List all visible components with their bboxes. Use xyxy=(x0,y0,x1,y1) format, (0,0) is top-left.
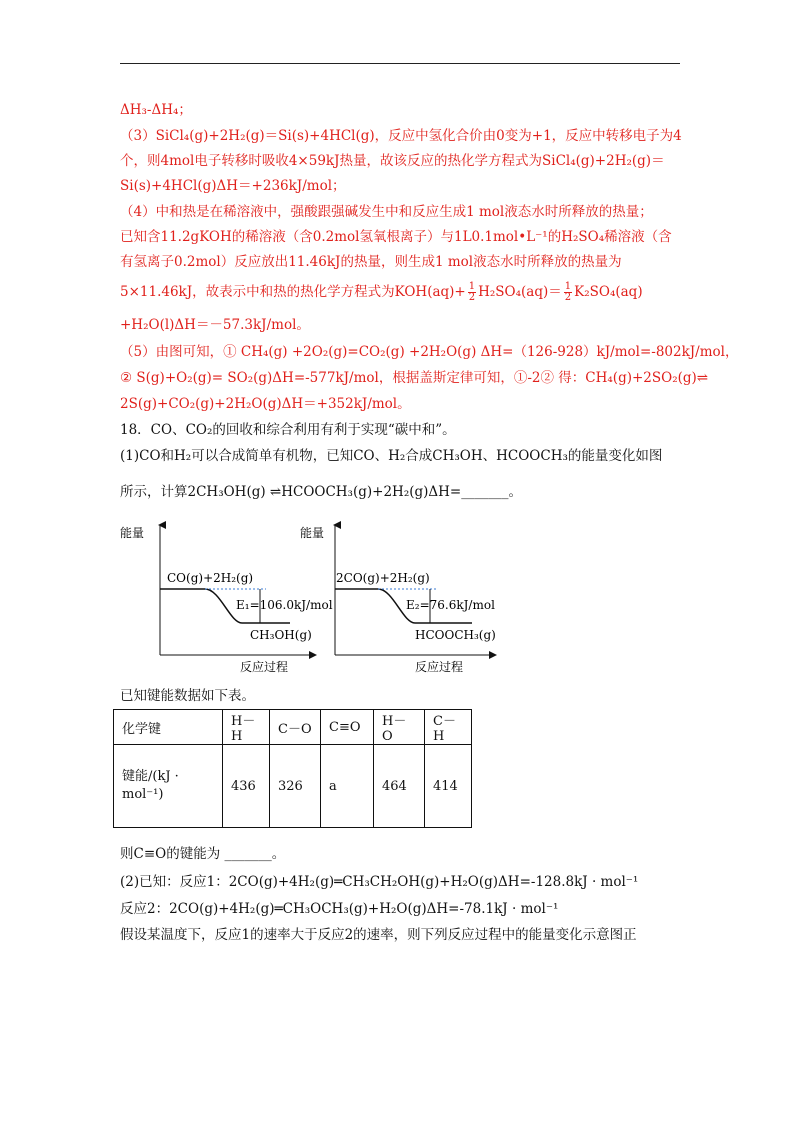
table-header-cell: 化学键 xyxy=(114,710,223,745)
answer-line-4: Si(s)+4HCl(g)ΔH＝+236kJ/mol； xyxy=(120,178,346,194)
reaction-2: 反应2：2CO(g)+4H₂(g)═CH₃OCH₃(g)+H₂O(g)ΔH=-78.1kJ · mol⁻¹ xyxy=(120,901,559,917)
diagram-2-energy: E₂=76.6kJ/mol xyxy=(406,598,495,612)
bond-energy-question: 则C≡O的键能为 _______。 xyxy=(120,846,286,862)
answer-line-3: 个，则4mol电子转移时吸收4×59kJ热量，故该反应的热化学方程式为SiCl₄(g)+2H₂(g)＝ xyxy=(120,153,665,169)
diagram-1 xyxy=(120,525,333,674)
answer-line-8 xyxy=(120,282,643,303)
table-header-cell: C－O xyxy=(270,710,321,745)
table-cell: a xyxy=(321,745,374,828)
question-18-part2: (2)已知：反应1：2CO(g)+4H₂(g)═CH₃CH₂OH(g)+H₂O(g)ΔH=-128.8kJ · mol⁻¹ xyxy=(120,874,639,890)
diagram-1-ylabel: 能量 xyxy=(120,526,145,540)
answer-line-9: +H₂O(l)ΔH＝－57.3kJ/mol。 xyxy=(120,317,310,333)
answer-line-5: （4）中和热是在稀溶液中，强酸跟强碱发生中和反应生成1 mol液态水时所释放的热量； xyxy=(120,204,653,220)
energy-diagrams xyxy=(110,515,510,680)
table-header-cell: H－H xyxy=(223,710,270,745)
bond-table-intro: 已知键能数据如下表。 xyxy=(120,688,255,704)
answer-line-2: （3）SiCl₄(g)+2H₂(g)＝Si(s)+4HCl(g)，反应中氢化合价由0变为+1，反应中转移电子为4 xyxy=(120,128,682,144)
table-header-cell: C－H xyxy=(425,710,472,745)
question-18-part1-a: (1)CO和H₂可以合成简单有机物，已知CO、H₂合成CH₃OH、HCOOCH₃的能量变化如图 xyxy=(120,448,663,464)
table-cell: 436 xyxy=(223,745,270,828)
bond-energy-table xyxy=(113,709,472,828)
fraction-half-1: $\frac{1}{2}$ xyxy=(468,281,476,303)
question-18-title: 18．CO、CO₂的回收和综合利用有利于实现“碳中和”。 xyxy=(120,422,456,438)
diagram-1-energy: E₁=106.0kJ/mol xyxy=(236,598,333,612)
diagram-1-xlabel: 反应过程 xyxy=(240,660,289,674)
table-row xyxy=(114,745,472,828)
answer-line-8b: H₂SO₄(aq)＝ xyxy=(478,284,562,300)
table-header-cell: C≡O xyxy=(321,710,374,745)
table-cell: 414 xyxy=(425,745,472,828)
table-header-cell: H－O xyxy=(374,710,425,745)
answer-line-1: ΔH₃-ΔH₄； xyxy=(120,102,192,118)
answer-line-12: 2S(g)+CO₂(g)+2H₂O(g)ΔH＝+352kJ/mol。 xyxy=(120,396,411,412)
table-cell: 464 xyxy=(374,745,425,828)
fraction-half-2: $\frac{1}{2}$ xyxy=(564,281,572,303)
answer-line-8a: 5×11.46kJ，故表示中和热的热化学方程式为KOH(aq)+ xyxy=(120,284,466,300)
diagram-1-product: CH₃OH(g) xyxy=(250,628,312,642)
table-cell: 326 xyxy=(270,745,321,828)
answer-line-11: ② S(g)+O₂(g)= SO₂(g)ΔH=-577kJ/mol，根据盖斯定律可知，①-2② 得：CH₄(g)+2SO₂(g)⇌ xyxy=(120,370,709,386)
answer-line-7: 有氢离子0.2mol）反应放出11.46kJ的热量，则生成1 mol液态水时所释放的热量为 xyxy=(120,254,622,270)
answer-line-10: （5）由图可知，① CH₄(g) +2O₂(g)=CO₂(g) +2H₂O(g) ΔH=（126-928）kJ/mol=-802kJ/mol， xyxy=(120,344,739,360)
diagram-2-reactant: 2CO(g)+2H₂(g) xyxy=(336,571,430,585)
answer-line-8c: K₂SO₄(aq) xyxy=(574,284,643,300)
answer-line-6: 已知含11.2gKOH的稀溶液（含0.2mol氢氧根离子）与1L0.1mol•L⁻¹的H₂SO₄稀溶液（含 xyxy=(120,229,672,245)
diagram-2-product: HCOOCH₃(g) xyxy=(415,628,496,642)
diagram-2-ylabel: 能量 xyxy=(300,526,325,540)
question-18-part1-b: 所示，计算2CH₃OH(g) ⇌HCOOCH₃(g)+2H₂(g)ΔH=_______。 xyxy=(120,484,522,500)
header-rule xyxy=(120,63,680,64)
diagram-1-reactant: CO(g)+2H₂(g) xyxy=(167,571,254,585)
diagram-2-xlabel: 反应过程 xyxy=(415,660,464,674)
table-row-label: 键能/(kJ · mol⁻¹) xyxy=(114,745,223,828)
table-header-row xyxy=(114,710,472,745)
question-18-continuation: 假设某温度下，反应1的速率大于反应2的速率，则下列反应过程中的能量变化示意图正 xyxy=(120,927,637,943)
